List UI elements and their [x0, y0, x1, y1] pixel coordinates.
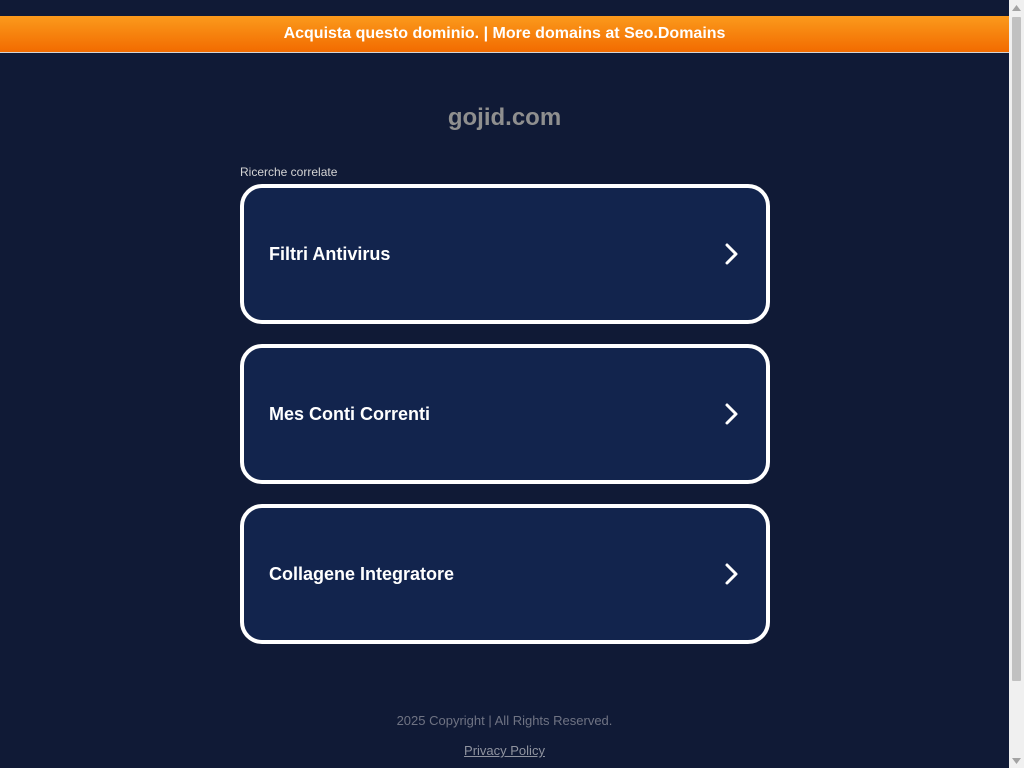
scroll-thumb[interactable]	[1012, 17, 1021, 681]
related-search-card-2[interactable]	[240, 344, 770, 484]
related-search-card-3[interactable]	[240, 504, 770, 644]
related-search-label: Filtri Antivirus	[269, 243, 391, 264]
related-search-label: Collagene Integratore	[269, 563, 455, 584]
top-strip	[0, 0, 1009, 16]
footer-privacy	[0, 743, 1009, 758]
chevron-right-icon	[720, 242, 744, 266]
chevron-right-icon	[720, 562, 744, 586]
scroll-up-arrow-icon[interactable]	[1009, 0, 1024, 15]
buy-domain-link[interactable]: Acquista questo dominio. | More domains at Seo.Domains	[283, 25, 726, 42]
privacy-policy-link[interactable]: Privacy Policy	[464, 743, 545, 758]
domain-title: gojid.com	[447, 104, 562, 131]
related-search-card-1[interactable]	[240, 184, 770, 324]
footer-copyright: 2025 Copyright | All Rights Reserved.	[396, 713, 613, 728]
related-searches-label: Ricerche correlate	[240, 165, 338, 179]
vertical-scrollbar[interactable]	[1009, 0, 1024, 768]
chevron-right-icon	[720, 402, 744, 426]
buy-domain-banner	[0, 16, 1009, 53]
scroll-down-arrow-icon[interactable]	[1009, 753, 1024, 768]
related-search-label: Mes Conti Correnti	[269, 403, 431, 424]
